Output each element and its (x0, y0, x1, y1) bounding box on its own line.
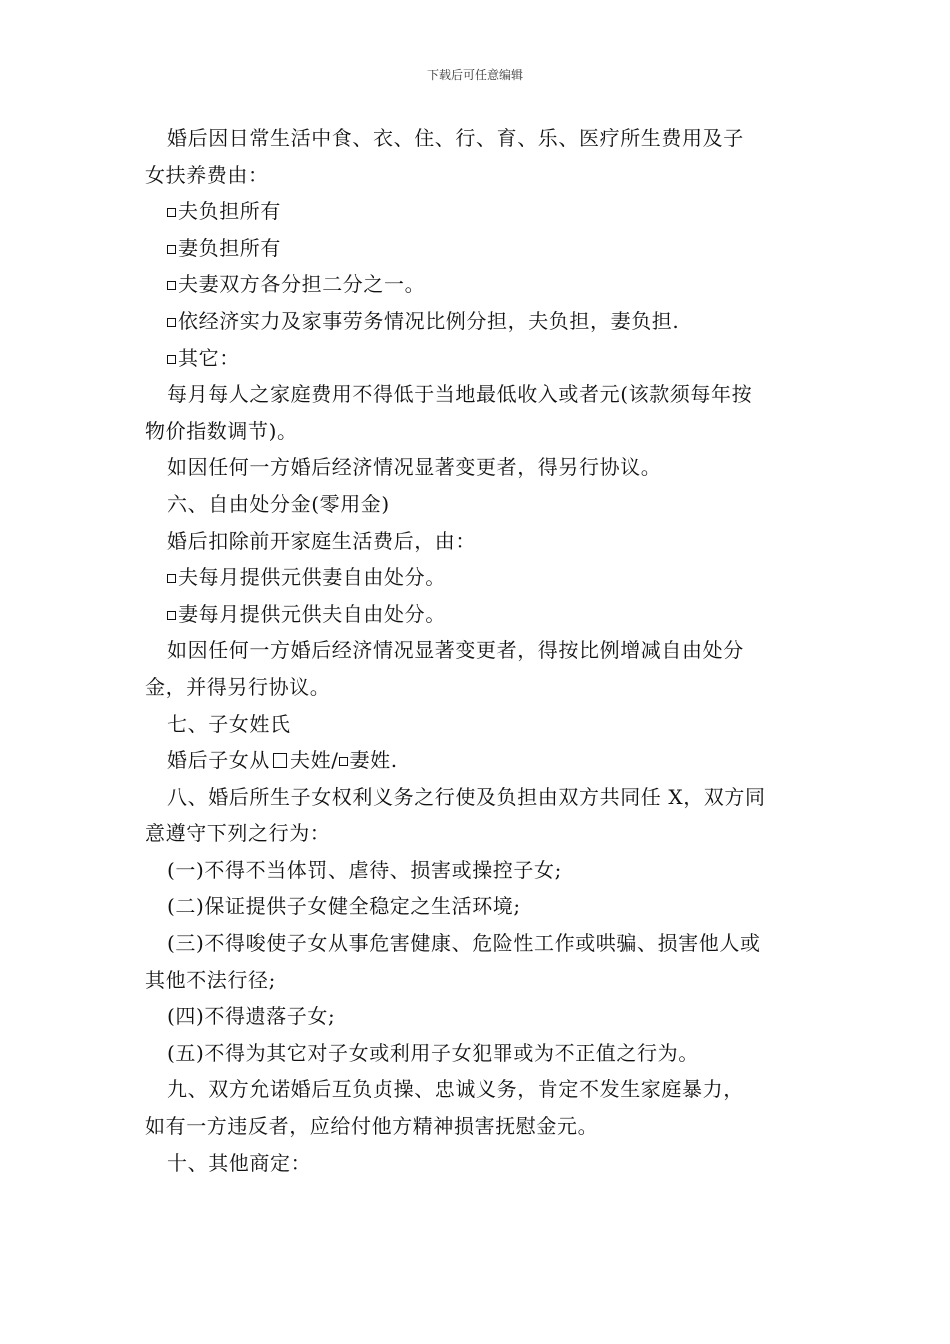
checkbox-icon (167, 281, 176, 290)
paragraph-min-expense-line1: 每月每人之家庭费用不得低于当地最低收入或者元(该款须每年按 (167, 382, 753, 407)
section-9-line1: 九、双方允诺婚后互负贞操、忠诚义务，肯定不发生家庭暴力， (167, 1077, 744, 1102)
option-other (145, 340, 810, 377)
checkbox-icon (167, 611, 176, 620)
option-label: 夫妻双方各分担二分之一。 (178, 272, 426, 297)
option-label: 妻每月提供元供夫自由处分。 (178, 601, 446, 626)
section-8-item-1: (一)不得不当体罚、虐待、损害或操控子女; (167, 857, 562, 882)
option-label: 妻负担所有 (178, 235, 281, 260)
section-8-item-3-line1: (三)不得唆使子女从事危害健康、危险性工作或哄骗、损害他人或 (167, 931, 761, 956)
surname-husband: 夫姓/ (290, 748, 339, 773)
section-6-option-husband (145, 559, 810, 596)
checkbox-icon (273, 753, 287, 768)
section-8-item-5: (五)不得为其它对子女或利用子女犯罪或为不正值之行为。 (167, 1040, 699, 1065)
section-6-paragraph-line1: 如因任何一方婚后经济情况显著变更者，得按比例增减自由处分 (167, 638, 744, 663)
section-9-line2: 如有一方违反者，应给付他方精神损害抚慰金元。 (145, 1114, 599, 1139)
section-7-title: 七、子女姓氏 (167, 711, 291, 736)
section-8-item-2: (二)保证提供子女健全稳定之生活环境; (167, 894, 521, 919)
option-label: 夫每月提供元供妻自由处分。 (178, 565, 446, 590)
surname-prefix: 婚后子女从 (167, 748, 270, 773)
paragraph-expenses-line1: 婚后因日常生活中食、衣、住、行、育、乐、医疗所生费用及子 (167, 126, 744, 150)
section-8-line1: 八、婚后所生子女权利义务之行使及负担由双方共同任 X，双方同 (167, 784, 766, 809)
surname-wife: 妻姓. (349, 748, 398, 773)
section-6-title: 六、自由处分金(零用金) (167, 491, 390, 516)
section-7-surname-line (145, 742, 810, 779)
option-label: 夫负担所有 (178, 199, 281, 224)
section-6-intro: 婚后扣除前开家庭生活费后，由： (167, 528, 476, 553)
checkbox-icon (167, 574, 176, 583)
section-8-line2: 意遵守下列之行为： (145, 821, 331, 846)
option-husband-all (145, 193, 810, 230)
option-proportional (145, 303, 810, 340)
section-8-item-3-line2: 其他不法行径; (145, 967, 276, 992)
paragraph-expenses-line2: 女扶养费由： (145, 162, 269, 187)
paragraph-renegotiate: 如因任何一方婚后经济情况显著变更者，得另行协议。 (167, 455, 662, 480)
section-8-item-4: (四)不得遗落子女; (167, 1004, 336, 1029)
option-wife-all (145, 230, 810, 267)
option-label: 依经济实力及家事劳务情况比例分担，夫负担，妻负担. (178, 308, 680, 333)
section-6-paragraph-line2: 金，并得另行协议。 (145, 674, 331, 699)
checkbox-icon (167, 318, 176, 327)
checkbox-icon (167, 355, 176, 364)
paragraph-min-expense-line2: 物价指数调节)。 (145, 418, 298, 443)
checkbox-icon (339, 757, 348, 766)
checkbox-icon (167, 208, 176, 217)
page-header: 下载后可任意编辑 (426, 68, 523, 82)
checkbox-icon (167, 245, 176, 254)
option-label: 其它： (178, 345, 240, 370)
document-body (145, 120, 810, 1181)
option-split-half (145, 266, 810, 303)
section-10-title: 十、其他商定： (167, 1150, 312, 1175)
section-6-option-wife (145, 596, 810, 633)
